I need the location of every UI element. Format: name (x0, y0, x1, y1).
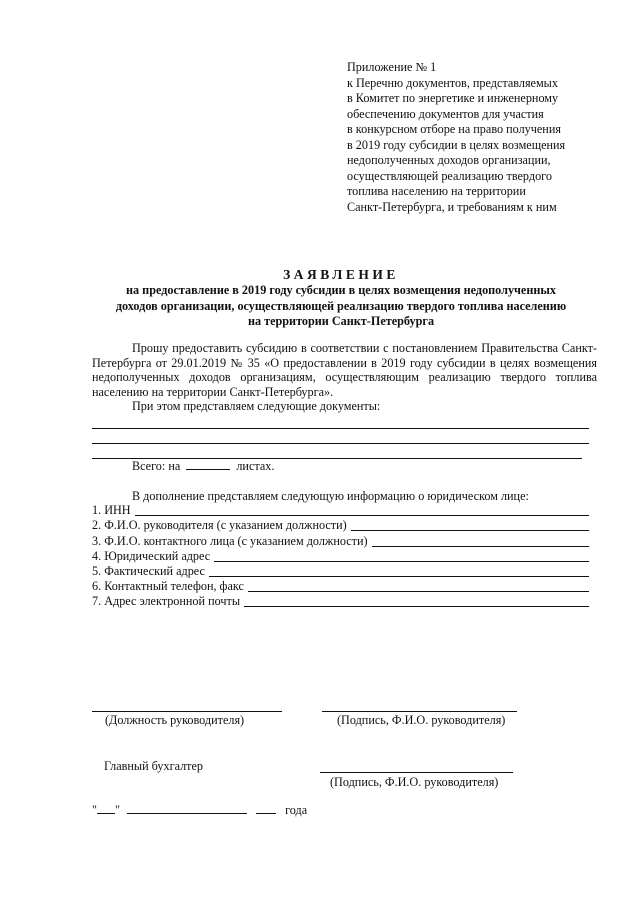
documents-line[interactable] (92, 443, 589, 444)
field-row (92, 564, 589, 579)
head-signature-caption: (Подпись, Ф.И.О. руководителя) (337, 713, 506, 727)
field-row (92, 579, 589, 594)
field-row (92, 549, 589, 564)
field-label: 7. Адрес электронной почты (92, 594, 241, 609)
subtitle-line: доходов организации, осуществляющей реализацию твердого топлива населению (115, 298, 567, 313)
subtitle-line: на предоставление в 2019 году субсидии в целях возмещения недополученных (126, 283, 556, 297)
request-paragraph: Прошу предоставить субсидию в соответствии с постановлением Правительства Санкт-Петербурга от 29.01.2019 № 35 «О предоставлении в 2019 году субсидии в целях возмещения недополученных доходов организациям, осуществляющим реализацию твердого топлива населению на территории Санкт-Петербурга». (92, 341, 597, 399)
field-label: 4. Юридический адрес (92, 548, 211, 563)
appendix-line: Приложение № 1 (347, 60, 437, 74)
accountant-label: Главный бухгалтер (104, 759, 204, 773)
field-label: 2. Ф.И.О. руководителя (с указанием должности) (92, 518, 347, 533)
date-open-quote: " (92, 803, 97, 817)
total-prefix: Всего: на (132, 459, 181, 473)
field-label: 1. ИНН (92, 503, 131, 518)
field-row (92, 518, 589, 533)
day-blank[interactable] (97, 813, 115, 814)
field-label: 6. Контактный телефон, факс (92, 579, 244, 594)
documents-intro: При этом представляем следующие документы: (132, 399, 381, 413)
appendix-line: в 2019 году субсидии в целях возмещения (347, 137, 566, 152)
appendix-note (347, 60, 607, 215)
sheets-count-blank[interactable] (186, 458, 230, 470)
subtitle-line: на территории Санкт-Петербурга (247, 314, 435, 328)
phone-fax-field-line[interactable] (248, 591, 589, 592)
head-position-line[interactable] (92, 711, 282, 712)
request-paragraph-block (92, 341, 597, 414)
accountant-signature-line[interactable] (320, 772, 513, 773)
actual-address-field-line[interactable] (209, 576, 589, 577)
date-close-quote: " (114, 803, 120, 817)
document-title: ЗАЯВЛЕНИЕ (283, 267, 399, 282)
director-name-field-line[interactable] (351, 530, 589, 531)
field-row (92, 533, 589, 548)
field-label: 5. Фактический адрес (92, 563, 205, 578)
info-intro: В дополнение представляем следующую информацию о юридическом лице: (132, 489, 529, 503)
appendix-line: недополученных доходов организации, (347, 153, 551, 167)
total-sheets-row (132, 458, 274, 474)
accountant-signature-caption: (Подпись, Ф.И.О. руководителя) (330, 775, 499, 789)
appendix-line: к Перечню документов, представляемых (347, 75, 558, 90)
total-suffix: листах. (236, 459, 275, 473)
documents-line[interactable] (92, 428, 589, 429)
appendix-line: в Комитет по энергетике и инженерному (347, 91, 559, 105)
field-row (92, 594, 589, 609)
date-row (92, 803, 307, 818)
month-blank[interactable] (127, 813, 247, 814)
head-position-caption: (Должность руководителя) (105, 713, 245, 727)
legal-address-field-line[interactable] (214, 561, 589, 562)
year-word: года (285, 803, 308, 817)
appendix-line: осуществляющей реализацию твердого (347, 168, 552, 183)
inn-field-line[interactable] (135, 515, 589, 516)
email-field-line[interactable] (244, 606, 589, 607)
appendix-line: обеспечению документов для участия (347, 106, 544, 121)
year-blank[interactable] (256, 813, 276, 814)
appendix-line: в конкурсном отборе на право получения (347, 122, 561, 136)
contact-person-field-line[interactable] (372, 546, 589, 547)
field-label: 3. Ф.И.О. контактного лица (с указанием должности) (92, 533, 368, 548)
appendix-line: топлива населению на территории (347, 184, 526, 198)
head-signature-line[interactable] (322, 711, 517, 712)
legal-entity-fields (92, 503, 589, 609)
appendix-line: Санкт-Петербурга, и требованиям к ним (347, 199, 557, 214)
field-row (92, 503, 589, 518)
document-heading (86, 266, 596, 330)
